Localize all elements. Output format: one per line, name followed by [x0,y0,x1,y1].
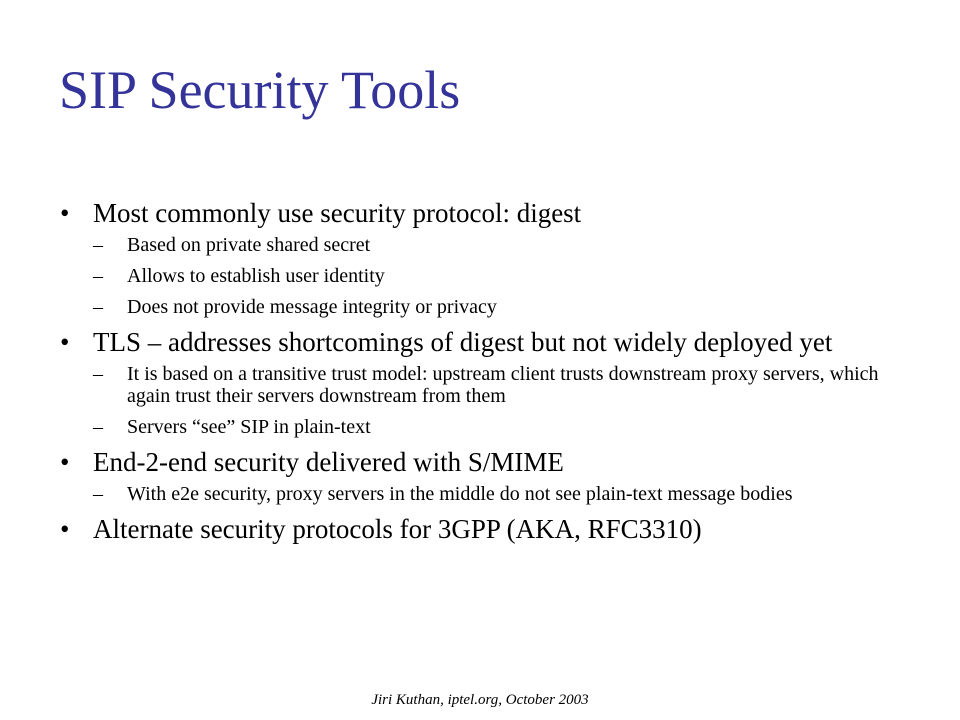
bullet-item [60,447,910,505]
bullet-text: End-2-end security delivered with S/MIME [93,447,564,477]
sub-bullet-text: It is based on a transitive trust model: upstream client trusts downstream proxy servers, which again trust their servers downstream from them [127,363,879,407]
bullet-text: Most commonly use security protocol: digest [93,198,582,228]
sub-bullet-item [93,234,910,256]
sub-bullet-text: Allows to establish user identity [127,265,385,287]
sub-bullet-list [93,234,910,318]
sub-bullet-text: Based on private shared secret [127,234,371,256]
sub-bullet-item [93,363,910,407]
sub-bullet-marker: – [93,296,103,318]
sub-bullet-item [93,483,910,505]
sub-bullet-list [93,483,910,505]
bullet-text: Alternate security protocols for 3GPP (AKA, RFC3310) [93,514,702,544]
bullet-marker: • [60,327,70,357]
sub-bullet-list [93,363,910,438]
bullet-list [60,198,910,548]
sub-bullet-text: Servers “see” SIP in plain-text [127,416,371,438]
slide-title: SIP Security Tools [59,60,461,120]
sub-bullet-marker: – [93,234,103,256]
sub-bullet-marker: – [93,416,103,438]
bullet-item [60,327,910,438]
bullet-marker: • [60,514,70,544]
sub-bullet-text: Does not provide message integrity or privacy [127,296,497,318]
bullet-text: TLS – addresses shortcomings of digest but not widely deployed yet [93,327,833,357]
sub-bullet-marker: – [93,483,103,505]
bullet-item [60,198,910,318]
sub-bullet-item [93,265,910,287]
slide-footer: Jiri Kuthan, iptel.org, October 2003 [371,692,589,708]
sub-bullet-marker: – [93,363,103,385]
sub-bullet-item [93,416,910,438]
sub-bullet-text: With e2e security, proxy servers in the middle do not see plain-text message bodies [127,483,793,505]
sub-bullet-marker: – [93,265,103,287]
bullet-item [60,514,910,544]
bullet-marker: • [60,447,70,477]
bullet-marker: • [60,198,70,228]
sub-bullet-item [93,296,910,318]
